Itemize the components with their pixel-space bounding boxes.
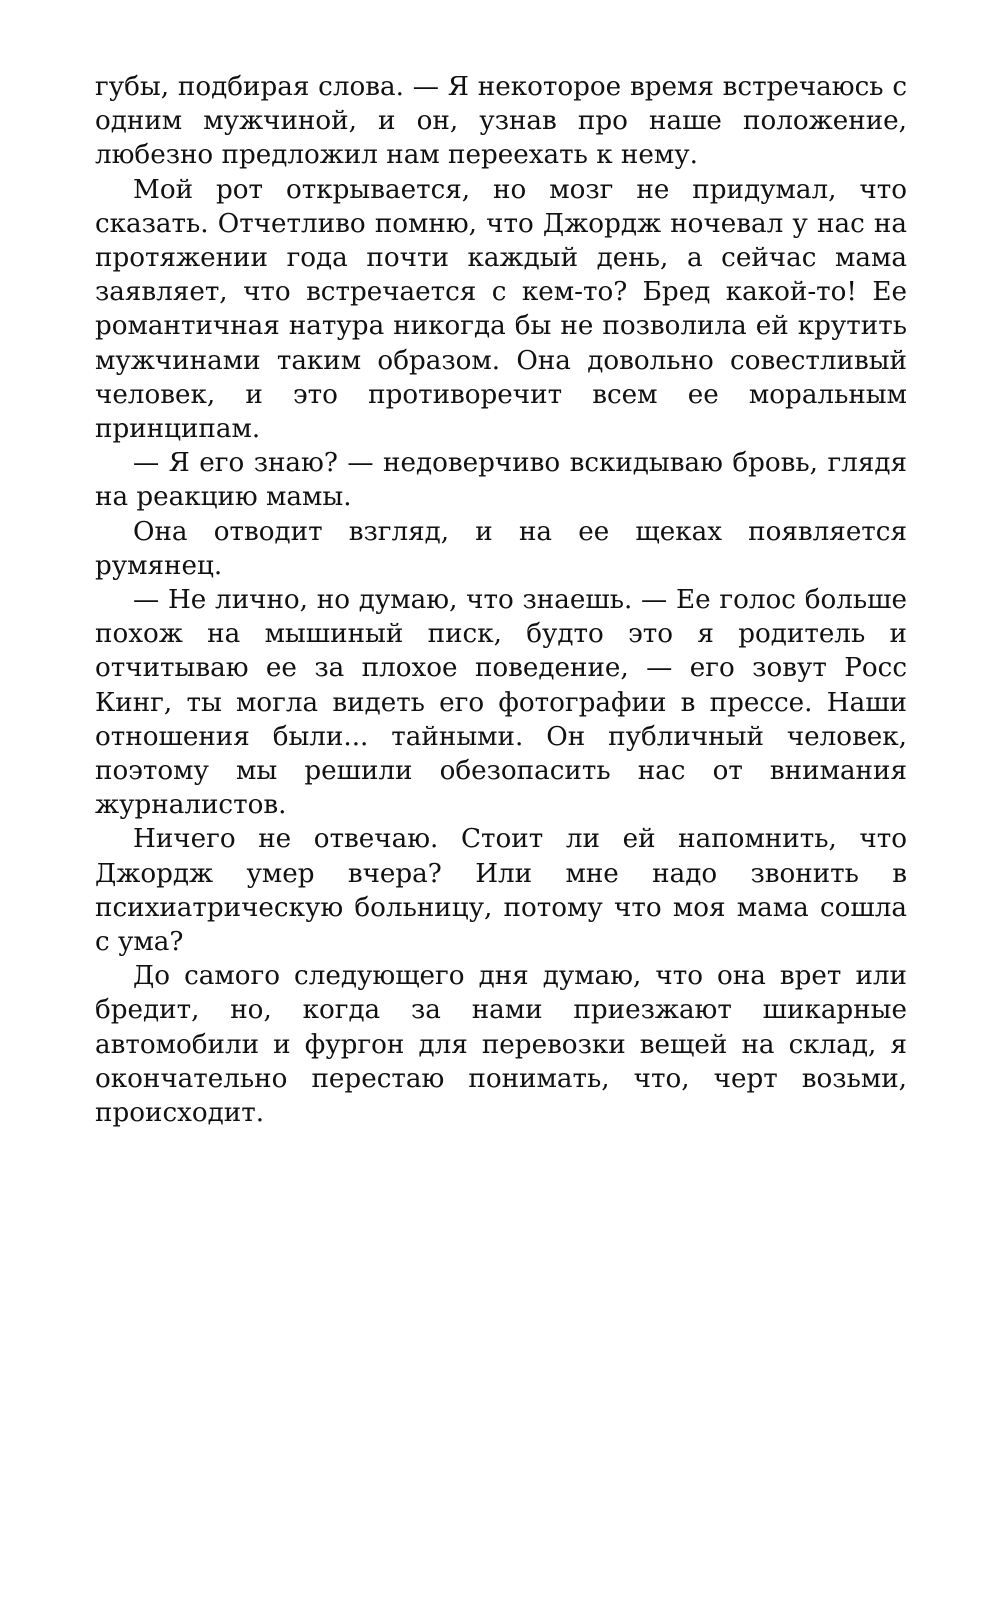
- paragraph-4: Она отводит взгляд, и на ее щеках появляется румянец.: [95, 516, 907, 581]
- paragraph-3: — Я его знаю? — недоверчиво вскидываю бровь, глядя на реакцию мамы.: [95, 448, 907, 513]
- paragraph-5: — Не лично, но думаю, что знаешь. — Ее голос больше похож на мышиный писк, будто это я родитель и отчитываю ее за плохое поведение, — его зовут Росс Кинг, ты могла видеть его фотографии в прессе. Наши отношения были... тайными. Он публичный человек, поэтому мы решили обезопасить нас от внимания журналистов.: [95, 585, 907, 821]
- paragraph-2: Мой рот открывается, но мозг не придумал, что сказать. Отчетливо помню, что Джордж ночевал у нас на протяжении года почти каждый день, а сейчас мама заявляет, что встречается с кем-то? Бред какой-то! Ее романтичная натура никогда бы не позволила ей крутить мужчинами таким образом. Она довольно совестливый человек, и это противоречит всем ее моральным принципам.: [95, 174, 907, 445]
- book-page: [95, 70, 907, 1130]
- paragraph-1: губы, подбирая слова. — Я некоторое время встречаюсь с одним мужчиной, и он, узнав про наше положение, любезно предложил нам переехать к нему.: [95, 72, 907, 171]
- paragraph-7: До самого следующего дня думаю, что она врет или бредит, но, когда за нами приезжают шикарные автомобили и фургон для перевозки вещей на склад, я окончательно перестаю понимать, что, черт возьми, происходит.: [95, 961, 907, 1129]
- paragraph-6: Ничего не отвечаю. Стоит ли ей напомнить, что Джордж умер вчера? Или мне надо звонить в психиатрическую больницу, потому что моя мама сошла с ума?: [95, 824, 907, 958]
